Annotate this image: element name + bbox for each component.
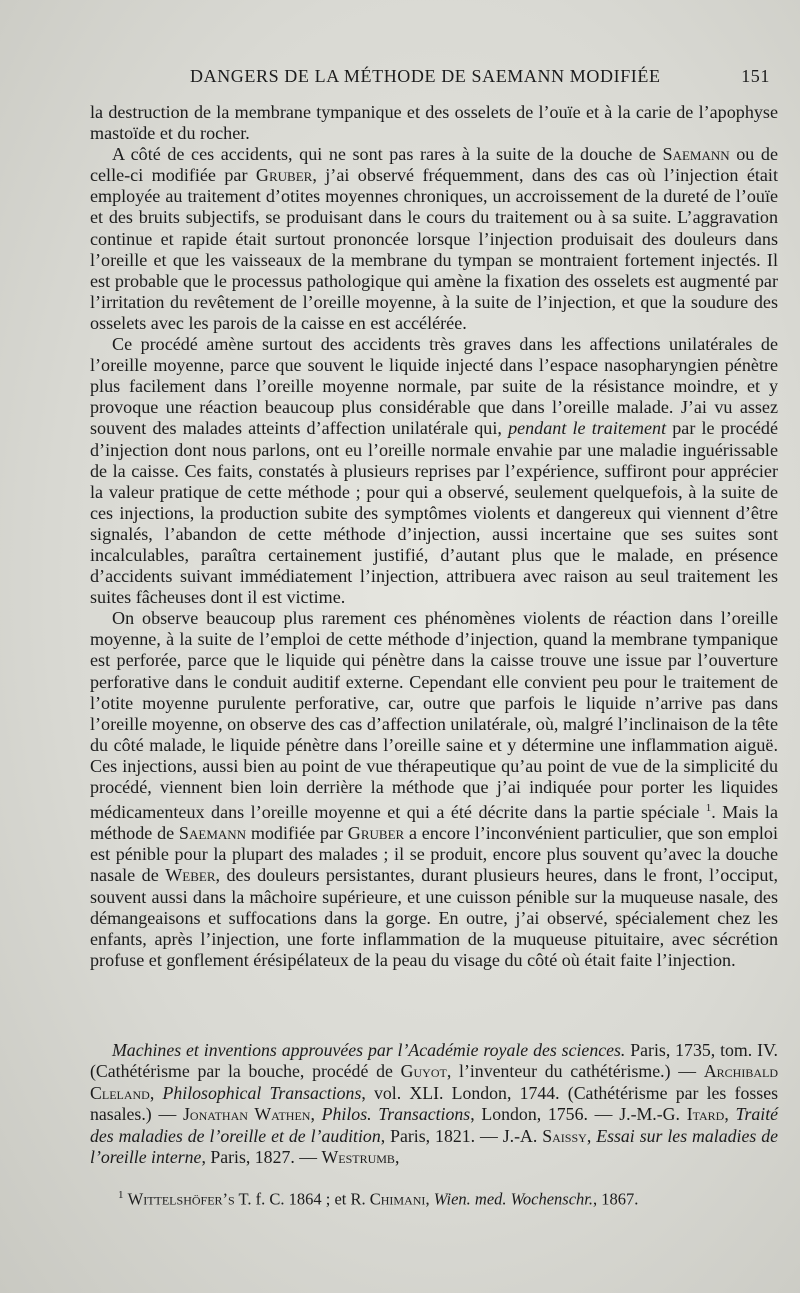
paragraph-4: On observe beaucoup plus rarement ces phénomènes violents de réaction dans l’oreille moyenne, à la suite de l’emploi de cette méthode d’injection, quand la membrane tympanique est perforée, parce que le liquide qui pénètre dans la caisse trouve une issue par l’ouverture perforative dans le conduit auditif externe. Cependant elle convient peu pour le traitement de l’otite moyenne purulente perforative, car, outre que parfois le liquide n’arrive pas dans l’oreille moyenne, on observe des cas d’affection unilatérale, où, malgré l’inclinaison de la tête du côté malade, le liquide pénètre dans l’oreille saine et y détermine une inflammation aiguë. Ces injections, aussi bien au point de vue thérapeutique qu’au point de vue de la simplicité du procédé, viennent bien loin derrière la méthode que j’ai indiquée pour porter les liquides médicamenteux dans l’oreille moyenne et qui a été décrite dans la partie spéciale $^1$. Mais la méthode de Saemann modifiée par Gruber a encore l’inconvénient particulier, que son emploi est pénible pour la plupart des malades ; il se produit, encore plus souvent qu’avec la douche nasale de Weber, des douleurs persistantes, durant plusieurs heures, dans le front, l’occiput, souvent aussi dans la mâchoire supérieure, et une cuisson pénible sur la muqueuse nasale, des démangeaisons et suffocations dans la gorge. En outre, j’ai observé, spécialement chez les enfants, après l’injection, une forte inflammation de la muqueuse pituitaire, avec sécrétion profuse et gonflement érésipélateux de la peau du visage du côté où était faite l’injection. <box>90 608 778 970</box>
footnote-mark: 1 <box>118 1189 124 1201</box>
page-number: 151 <box>741 66 770 86</box>
footnote-ref: 1 <box>705 802 712 815</box>
author-name: Gruber <box>347 823 405 844</box>
footnote: $^1$ Wittelshöfer’s T. f. C. 1864 ; et R. Chimani, Wien. med. Wochenschr., 1867. <box>118 1189 639 1209</box>
paragraph-2: A côté de ces accidents, qui ne sont pas rares à la suite de la douche de Saemann ou de celle-ci modifiée par Gruber, j’ai observé fréquemment, dans des cas où l’injection était employée au traitement d’otites moyennes chroniques, un accroissement de la dureté de l’ouïe et des bruits subjectifs, se produisant dans le cours du traitement ou à sa suite. L’aggravation continue et rapide était surtout prononcée lorsque l’injection produisait des douleurs dans l’oreille et que les vaisseaux de la membrane du tympan se montraient fortement injectés. Il est probable que le processus pathologique qui amène la fixation des osselets est augmenté par l’irritation du revêtement de l’oreille moyenne, à la suite de l’injection, et que la soudure des osselets avec les parois de la caisse en est accélérée. <box>90 144 778 333</box>
author-name: Weber <box>165 865 216 886</box>
running-header <box>90 66 770 88</box>
paragraph-3: Ce procédé amène surtout des accidents très graves dans les affections unilatérales de l’oreille moyenne, parce que souvent le liquide injecté dans l’espace nasopharyngien pénètre plus facilement dans l’oreille moyenne normale, par suite de la résistance moindre, et y provoque une réaction beaucoup plus considérable que dans l’oreille malade. J’ai vu assez souvent des malades atteints d’affection unilatérale qui, pendant le traitement par le procédé d’injection dont nous parlons, ont eu l’oreille normale envahie par une maladie inguérissable de la caisse. Ces faits, constatés à plusieurs reprises par l’expérience, suffiront pour apprécier la valeur pratique de cette méthode ; pour qui a observé, seulement quelquefois, à la suite de ces injections, la production subite des symptômes violents et dangereux qui viennent d’être signalés, l’abandon de cette méthode d’injection, aussi incertaine que ses suites sont incalculables, paraîtra certainement justifié, d’autant plus que le malade, en présence d’accidents suivant immédiatement l’injection, attribuera avec raison au seul traitement les suites fâcheuses dont il est victime. <box>90 334 778 608</box>
author-name: Saemann <box>178 823 247 844</box>
bibliography <box>90 1040 778 1168</box>
emphasis: pendant le traitement <box>508 418 667 439</box>
bibliography-entry: Machines et inventions approuvées par l’Académie royale des sciences. Paris, 1735, tom. IV. (Cathétérisme par la bouche, procédé de Guyot, l’inventeur du cathétérisme.) — Archibald Cleland, Philosophical Transactions, vol. XLI. London, 1744. (Cathétérisme par les fosses nasales.) — Jonathan Wathen, Philos. Transactions, London, 1756. — J.-M.-G. Itard, Traité des maladies de l’oreille et de l’audition, Paris, 1821. — J.-A. Saissy, Essai sur les maladies de l’oreille interne, Paris, 1827. — Westrumb, <box>90 1040 779 1168</box>
paragraph-1: la destruction de la membrane tympanique et des osselets de l’ouïe et à la carie de l’apophyse mastoïde et du rocher. <box>90 102 778 144</box>
running-title: DANGERS DE LA MÉTHODE DE SAEMANN MODIFIÉE <box>190 66 661 86</box>
author-name: Gruber <box>255 165 313 186</box>
author-name: Saemann <box>662 144 730 165</box>
main-text <box>90 102 778 971</box>
